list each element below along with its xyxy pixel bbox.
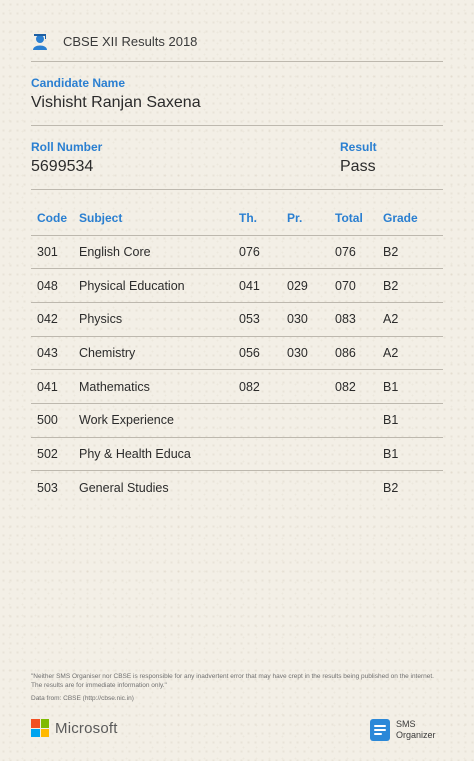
candidate-label: Candidate Name xyxy=(31,76,126,90)
cell-practical xyxy=(287,471,335,505)
candidate-section xyxy=(31,76,443,126)
table-row xyxy=(31,370,443,404)
cell-code: 042 xyxy=(31,302,79,336)
table-header-row xyxy=(31,201,443,235)
data-source-text: Data from: CBSE (http://cbse.nic.in) xyxy=(31,695,134,702)
cell-total: 070 xyxy=(335,269,383,303)
cell-practical xyxy=(287,437,335,471)
cell-code: 043 xyxy=(31,336,79,370)
microsoft-logo xyxy=(31,719,118,737)
cell-total xyxy=(335,403,383,437)
cell-subject: English Core xyxy=(79,235,239,269)
cell-total: 086 xyxy=(335,336,383,370)
table-row xyxy=(31,403,443,437)
candidate-name: Vishisht Ranjan Saxena xyxy=(31,94,201,111)
cell-theory xyxy=(239,437,287,471)
sms-organizer-text xyxy=(396,719,436,741)
cell-subject: Mathematics xyxy=(79,370,239,404)
sms-organizer-icon xyxy=(370,719,390,741)
table-row xyxy=(31,235,443,269)
cell-grade: B1 xyxy=(383,403,443,437)
disclaimer-text: "Neither SMS Organiser nor CBSE is responsible for any inadvertent error that may have crept in the results being published on the internet. The results are for immediate information only." xyxy=(31,673,434,689)
cell-grade: B2 xyxy=(383,235,443,269)
cell-code: 041 xyxy=(31,370,79,404)
cell-code: 500 xyxy=(31,403,79,437)
result-header xyxy=(31,22,443,62)
cell-theory: 053 xyxy=(239,302,287,336)
cell-subject: Physical Education xyxy=(79,269,239,303)
col-total: Total xyxy=(335,201,383,235)
table-row xyxy=(31,336,443,370)
cell-subject: Work Experience xyxy=(79,403,239,437)
cell-subject: Phy & Health Educa xyxy=(79,437,239,471)
sms-line2: Organizer xyxy=(396,730,436,740)
cell-total: 082 xyxy=(335,370,383,404)
marks-table xyxy=(31,201,443,505)
col-code: Code xyxy=(31,201,79,235)
roll-label: Roll Number xyxy=(31,140,103,154)
col-subject: Subject xyxy=(79,201,239,235)
table-row xyxy=(31,269,443,303)
cell-total xyxy=(335,437,383,471)
cell-grade: B1 xyxy=(383,370,443,404)
cell-theory: 082 xyxy=(239,370,287,404)
cell-practical: 030 xyxy=(287,302,335,336)
cell-total: 076 xyxy=(335,235,383,269)
col-grade: Grade xyxy=(383,201,443,235)
cell-practical: 029 xyxy=(287,269,335,303)
cell-theory xyxy=(239,403,287,437)
result-value: Pass xyxy=(340,158,376,175)
cell-subject: Chemistry xyxy=(79,336,239,370)
table-row xyxy=(31,437,443,471)
cell-practical xyxy=(287,403,335,437)
cell-theory: 076 xyxy=(239,235,287,269)
cell-theory: 041 xyxy=(239,269,287,303)
cell-code: 503 xyxy=(37,480,58,495)
microsoft-windows-icon xyxy=(31,719,49,737)
col-theory: Th. xyxy=(239,201,287,235)
cell-grade: B2 xyxy=(383,480,399,495)
roll-number: 5699534 xyxy=(31,158,94,175)
page-title: CBSE XII Results 2018 xyxy=(63,34,198,49)
cell-subject: General Studies xyxy=(79,480,169,495)
cell-code: 048 xyxy=(31,269,79,303)
graduation-cap-icon xyxy=(31,33,49,51)
cell-practical xyxy=(287,235,335,269)
table-row xyxy=(31,302,443,336)
table-row xyxy=(31,471,443,505)
cell-practical xyxy=(287,370,335,404)
cell-theory: 056 xyxy=(239,336,287,370)
cell-subject: Physics xyxy=(79,302,239,336)
result-section xyxy=(340,140,440,176)
cell-grade: A2 xyxy=(383,302,443,336)
sms-organizer-logo xyxy=(370,719,436,741)
roll-section xyxy=(31,140,231,176)
sms-line1: SMS xyxy=(396,719,416,729)
result-label: Result xyxy=(340,140,377,154)
cell-grade: B1 xyxy=(383,437,443,471)
cell-grade: A2 xyxy=(383,336,443,370)
cell-theory xyxy=(239,471,287,505)
cell-code: 502 xyxy=(31,437,79,471)
divider xyxy=(31,189,443,190)
col-practical: Pr. xyxy=(287,201,335,235)
cell-code: 301 xyxy=(31,235,79,269)
cell-grade: B2 xyxy=(383,269,443,303)
microsoft-wordmark: Microsoft xyxy=(55,719,118,737)
cell-total xyxy=(335,471,383,505)
cell-practical: 030 xyxy=(287,336,335,370)
cell-total: 083 xyxy=(335,302,383,336)
